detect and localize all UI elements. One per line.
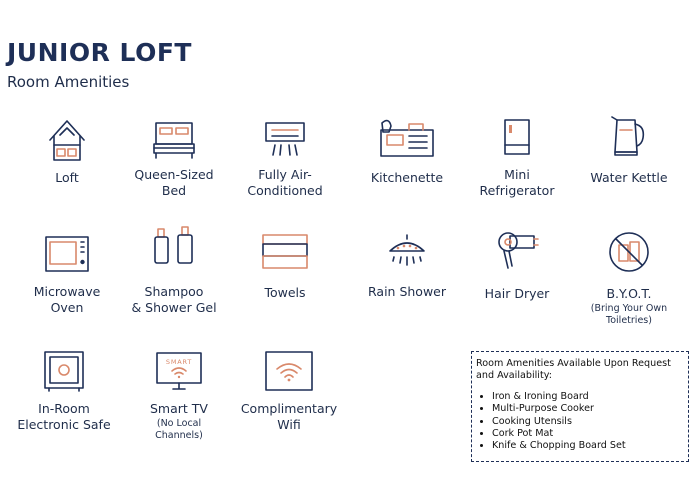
amenity-kettle: [564, 118, 694, 198]
list-item: • Iron & Ironing Board: [492, 391, 684, 403]
amenity-label-bed: Queen-Sized Bed: [134, 167, 214, 198]
amenity-air-conditioning: [220, 118, 350, 198]
amenity-sublabel-byot: (Bring Your Own Toiletries): [590, 303, 668, 326]
kitchenette-icon: [379, 118, 435, 160]
amenity-label-smart-tv: Smart TV (No Local Channels): [114, 401, 244, 442]
amenity-label-hair-dryer: Hair Dryer: [484, 286, 550, 301]
kettle-icon: [607, 114, 649, 158]
shampoo-bottles-icon: [152, 226, 196, 266]
amenity-label-wifi: Complimentary Wifi: [240, 401, 338, 432]
list-item: • Multi-Purpose Cooker: [492, 403, 684, 415]
amenity-label-rain-shower: Rain Shower: [368, 284, 446, 299]
amenity-label-safe: In-Room Electronic Safe: [17, 401, 111, 432]
air-conditioner-icon: [263, 120, 307, 160]
amenity-label-microwave: Microwave Oven: [33, 284, 101, 315]
amenity-label-loft: Loft: [55, 170, 79, 185]
tv-screen-label: SMART: [165, 358, 193, 366]
refrigerator-icon: [501, 118, 533, 158]
bed-icon: [152, 120, 196, 160]
upon-request-heading: Room Amenities Available Upon Request and Availability:: [476, 358, 671, 381]
amenity-safe: [0, 350, 129, 435]
amenity-label-shampoo: Shampoo & Shower Gel: [131, 284, 217, 315]
amenity-label-kettle: Water Kettle: [590, 170, 668, 185]
list-item: • Knife & Chopping Board Set: [492, 440, 684, 452]
loft-icon: [47, 118, 87, 162]
page-subtitle: Room Amenities: [7, 73, 130, 91]
amenity-label-byot: B.Y.O.T. (Bring Your Own Toiletries): [564, 286, 694, 327]
list-item: • Cork Pot Mat: [492, 428, 684, 440]
amenity-hair-dryer: [452, 233, 582, 318]
rain-shower-icon: [386, 233, 428, 273]
amenity-sublabel-smart-tv: (No Local Channels): [155, 418, 203, 441]
microwave-icon: [44, 235, 90, 273]
towels-icon: [261, 233, 309, 273]
hair-dryer-icon: [496, 232, 540, 272]
list-item: • Cooking Utensils: [492, 416, 684, 428]
amenity-label-towels: Towels: [264, 285, 306, 300]
smart-tv-icon: [155, 351, 203, 395]
amenity-wifi: [224, 350, 354, 435]
no-toiletries-icon: [607, 230, 651, 274]
upon-request-box: [471, 351, 689, 462]
amenity-towels: [220, 233, 350, 318]
safe-icon: [42, 349, 86, 393]
wifi-icon: [264, 350, 314, 392]
amenity-refrigerator: [452, 118, 582, 198]
amenity-label-kitchenette: Kitchenette: [370, 170, 444, 185]
amenity-byot: [564, 233, 694, 328]
amenity-label-refrigerator: Mini Refrigerator: [479, 167, 555, 198]
amenity-label-air-conditioning: Fully Air- Conditioned: [247, 167, 323, 198]
page-title: JUNIOR LOFT: [7, 38, 192, 67]
upon-request-list: [476, 391, 684, 452]
